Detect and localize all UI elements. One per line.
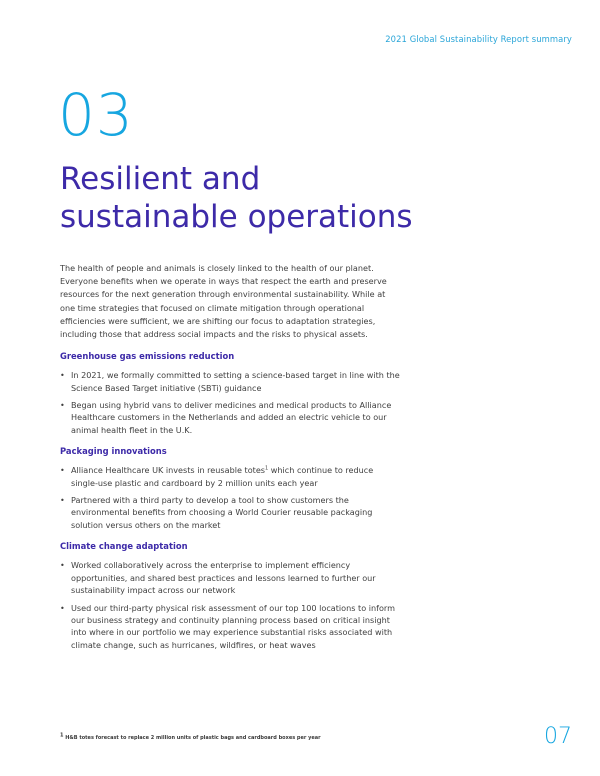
- footnote-ref: 1: [265, 465, 269, 472]
- list-item-text-after: which continue to reduce single-use plastic and cardboard by 2 million units each year: [71, 465, 374, 488]
- page-number: 07: [544, 724, 572, 749]
- section-heading-climate: Climate change adaptation: [60, 541, 188, 552]
- title-line-2: sustainable operations: [60, 199, 413, 235]
- report-header: 2021 Global Sustainability Report summary: [385, 34, 572, 44]
- section-heading-ghg: Greenhouse gas emissions reduction: [60, 351, 235, 362]
- list-item: [60, 399, 400, 436]
- list-item-text: Worked collaboratively across the enterprise to implement efficiency opportunities, and shared best practices and lessons learned to further our sustainability impact across our network: [71, 560, 376, 596]
- section-heading-packaging: Packaging innovations: [60, 446, 167, 457]
- bullet-icon: •: [60, 465, 65, 476]
- main-content: [60, 262, 400, 660]
- footnote: [60, 732, 321, 741]
- intro-paragraph: The health of people and animals is closely linked to the health of our planet. Everyone benefits when we operate in ways that respect the earth and preserve resources for the next generation through environmental sustainability. While at one time strategies that focused on climate mitigation through operational efficiencies were sufficient, we are shifting our focus to adaptation strategies, including those that address social impacts and the risks to physical assets.: [60, 263, 387, 340]
- list-item: [60, 494, 400, 531]
- list-item: [60, 559, 400, 596]
- list-item-text: Partnered with a third party to develop a tool to show customers the environmental benefits from choosing a World Courier reusable packaging solution versus others on the market: [71, 495, 373, 530]
- list-item: [60, 602, 400, 652]
- bullet-list-climate: [60, 559, 400, 651]
- section-number: 03: [58, 81, 134, 149]
- title-line-1: Resilient and: [60, 161, 261, 197]
- bullet-icon: •: [60, 400, 65, 411]
- list-item-text: In 2021, we formally committed to setting a science-based target in line with the Science Based Target initiative (SBTi) guidance: [71, 370, 400, 393]
- bullet-icon: •: [60, 495, 65, 506]
- bullet-icon: •: [60, 602, 65, 613]
- list-item-text: Used our third-party physical risk assessment of our top 100 locations to inform our business strategy and continuity planning process based on critical insight into where in our portfolio we may experience substantial risks associated with climate change, such as hurricanes, wildfires, or heat waves: [71, 602, 395, 650]
- bullet-icon: •: [60, 560, 65, 571]
- list-item-text: Began using hybrid vans to deliver medicines and medical products to Alliance Healthcare customers in the Netherlands and added an electric vehicle to our animal health fleet in the U.K.: [71, 400, 392, 435]
- page-title: [60, 160, 413, 236]
- bullet-list-ghg: [60, 369, 400, 436]
- footnote-text: H&B totes forecast to replace 2 million units of plastic bags and cardboard boxes per year: [65, 735, 321, 741]
- list-item: [60, 369, 400, 394]
- footnote-marker: 1: [60, 732, 64, 739]
- list-item-text-before: Alliance Healthcare UK invests in reusable totes: [71, 465, 266, 476]
- list-item: [60, 464, 400, 489]
- bullet-icon: •: [60, 370, 65, 381]
- bullet-list-packaging: [60, 464, 400, 531]
